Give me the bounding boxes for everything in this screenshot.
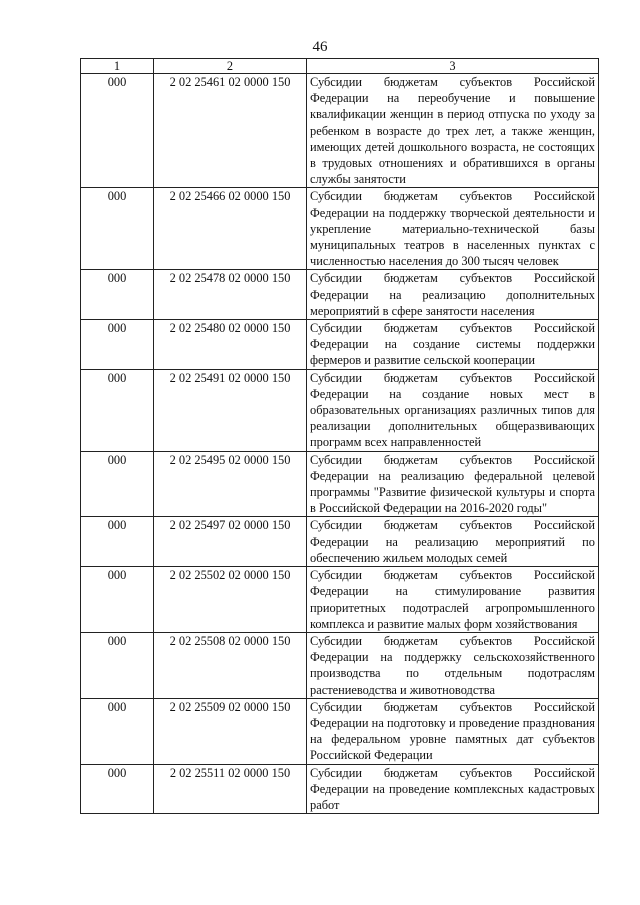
budget-code-cell: 2 02 25478 02 0000 150 xyxy=(154,270,307,320)
admin-code-cell: 000 xyxy=(81,764,154,814)
budget-code-cell: 2 02 25502 02 0000 150 xyxy=(154,567,307,633)
admin-code-cell: 000 xyxy=(81,632,154,698)
budget-code-cell: 2 02 25466 02 0000 150 xyxy=(154,188,307,270)
column-header-3: 3 xyxy=(307,59,599,74)
admin-code-cell: 000 xyxy=(81,451,154,517)
table-header-row xyxy=(81,59,599,74)
income-name-cell: Субсидии бюджетам субъектов Российской Федерации на создание системы поддержки фермеров и развитие сельской кооперации xyxy=(307,320,599,370)
income-name-cell: Субсидии бюджетам субъектов Российской Федерации на подготовку и проведение празднования на федеральном уровне памятных дат субъектов Российской Федерации xyxy=(307,698,599,764)
budget-code-cell: 2 02 25491 02 0000 150 xyxy=(154,369,307,451)
income-name-cell: Субсидии бюджетам субъектов Российской Федерации на стимулирование развития приоритетных подотраслей агропромышленного комплекса и развитие малых форм хозяйствования xyxy=(307,567,599,633)
budget-code-cell: 2 02 25511 02 0000 150 xyxy=(154,764,307,814)
table-row xyxy=(81,567,599,633)
column-header-2: 2 xyxy=(154,59,307,74)
page-number: 46 xyxy=(312,39,328,55)
income-name-cell: Субсидии бюджетам субъектов Российской Федерации на проведение комплексных кадастровых работ xyxy=(307,764,599,814)
column-header-1: 1 xyxy=(81,59,154,74)
income-name-cell: Субсидии бюджетам субъектов Российской Федерации на реализацию федеральной целевой программы "Развитие физической культуры и спорта в Российской Федерации на 2016-2020 годы" xyxy=(307,451,599,517)
income-name-cell: Субсидии бюджетам субъектов Российской Федерации на реализацию дополнительных мероприятий в сфере занятости населения xyxy=(307,270,599,320)
admin-code-cell: 000 xyxy=(81,74,154,188)
table-row xyxy=(81,632,599,698)
admin-code-cell: 000 xyxy=(81,270,154,320)
budget-code-cell: 2 02 25508 02 0000 150 xyxy=(154,632,307,698)
budget-code-cell: 2 02 25480 02 0000 150 xyxy=(154,320,307,370)
income-name-cell: Субсидии бюджетам субъектов Российской Федерации на реализацию мероприятий по обеспечению жильем молодых семей xyxy=(307,517,599,567)
table-row xyxy=(81,451,599,517)
income-name-cell: Субсидии бюджетам субъектов Российской Федерации на поддержку творческой деятельности и укрепление материально-технической базы муниципальных театров в населенных пунктах с численностью населения до 300 тысяч человек xyxy=(307,188,599,270)
table-row xyxy=(81,320,599,370)
table-body xyxy=(81,74,599,814)
admin-code-cell: 000 xyxy=(81,188,154,270)
budget-code-cell: 2 02 25509 02 0000 150 xyxy=(154,698,307,764)
budget-code-cell: 2 02 25461 02 0000 150 xyxy=(154,74,307,188)
table-row xyxy=(81,764,599,814)
budget-classification-table xyxy=(80,58,599,814)
admin-code-cell: 000 xyxy=(81,698,154,764)
budget-code-cell: 2 02 25497 02 0000 150 xyxy=(154,517,307,567)
income-name-cell: Субсидии бюджетам субъектов Российской Федерации на поддержку сельскохозяйственного производства по отдельным подотраслям растениеводства и животноводства xyxy=(307,632,599,698)
table-header xyxy=(81,59,599,74)
table-row xyxy=(81,270,599,320)
table-row xyxy=(81,74,599,188)
income-name-cell: Субсидии бюджетам субъектов Российской Федерации на создание новых мест в образовательных организациях различных типов для реализации дополнительных общеразвивающих программ всех направленностей xyxy=(307,369,599,451)
table-row xyxy=(81,369,599,451)
income-name-cell: Субсидии бюджетам субъектов Российской Федерации на переобучение и повышение квалификации женщин в период отпуска по уходу за ребенком в возрасте до трех лет, а также женщин, имеющих детей дошкольного возраста, не состоящих в трудовых отношениях и обратившихся в органы службы занятости xyxy=(307,74,599,188)
admin-code-cell: 000 xyxy=(81,369,154,451)
admin-code-cell: 000 xyxy=(81,517,154,567)
admin-code-cell: 000 xyxy=(81,567,154,633)
budget-code-cell: 2 02 25495 02 0000 150 xyxy=(154,451,307,517)
table-row xyxy=(81,698,599,764)
table-row xyxy=(81,517,599,567)
admin-code-cell: 000 xyxy=(81,320,154,370)
table-row xyxy=(81,188,599,270)
